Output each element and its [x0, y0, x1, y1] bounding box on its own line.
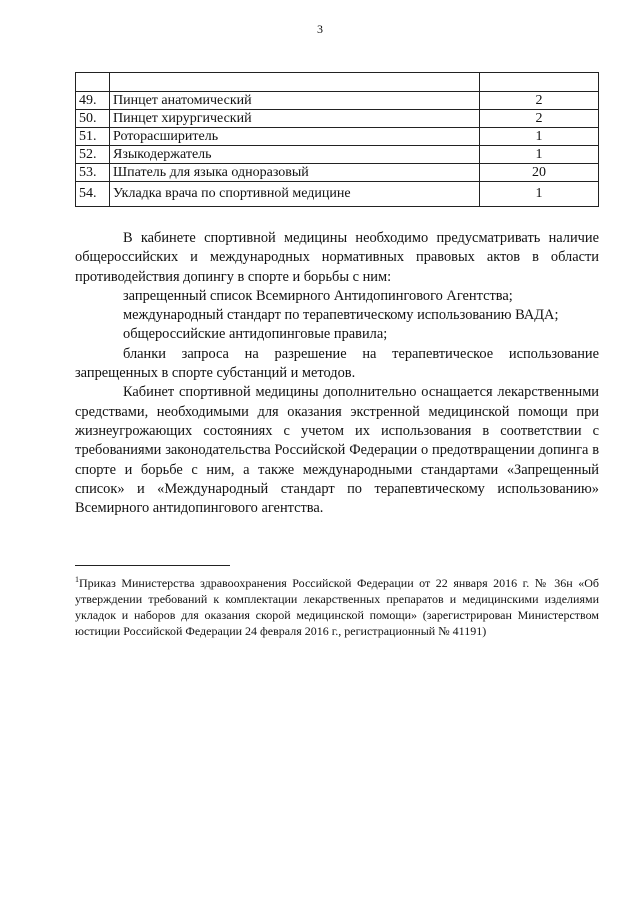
table-row	[76, 110, 599, 128]
table-cell-quantity: 1	[480, 182, 599, 207]
table-row	[76, 73, 599, 92]
table-cell-quantity: 2	[480, 110, 599, 128]
table-cell-number: 49.	[76, 92, 110, 110]
page-number: 3	[317, 22, 323, 36]
paragraph-russian-rules: общероссийские антидопинговые правила;	[123, 326, 388, 343]
table-cell-number: 54.	[76, 182, 110, 207]
footnote-divider	[75, 565, 230, 566]
table-cell-quantity: 1	[480, 146, 599, 164]
table-cell-quantity	[480, 73, 599, 92]
body-text	[75, 229, 599, 518]
paragraph-wada-list: запрещенный список Всемирного Антидопингового Агентства;	[123, 287, 513, 304]
table-cell-name	[110, 73, 480, 92]
table-cell-name: Языкодержатель	[110, 146, 480, 164]
table-row	[76, 92, 599, 110]
table-row	[76, 164, 599, 182]
equipment-table	[75, 72, 599, 207]
table-cell-quantity: 1	[480, 128, 599, 146]
table-cell-name: Укладка врача по спортивной медицине	[110, 182, 480, 207]
table-cell-number: 51.	[76, 128, 110, 146]
table-cell-quantity: 2	[480, 92, 599, 110]
footnote	[75, 572, 599, 639]
table-cell-name: Роторасширитель	[110, 128, 480, 146]
table-cell-number: 50.	[76, 110, 110, 128]
table-cell-number: 53.	[76, 164, 110, 182]
table-cell-name: Пинцет хирургический	[110, 110, 480, 128]
paragraph-request-forms: бланки запроса на разрешение на терапевтическое использование запрещенных в спорте субстанций и методов.	[75, 345, 599, 382]
table-cell-number: 52.	[76, 146, 110, 164]
table-cell-number	[76, 73, 110, 92]
table-row	[76, 182, 599, 207]
table-row	[76, 146, 599, 164]
paragraph-wada-standard: международный стандарт по терапевтическому использованию ВАДА;	[123, 307, 559, 324]
table-row	[76, 128, 599, 146]
footnote-text: Приказ Министерства здравоохранения Российской Федерации от 22 января 2016 г. № 36н «Об утверждении требований к комплектации лекарственных препаратов и медицинскими изделиями укладок и наборов для оказания скорой медицинской помощи» (зарегистрирован Министерством юстиции Российской Федерации 24 февраля 2016 г., регистрационный № 41191)	[75, 576, 599, 638]
footnote-marker: 1	[75, 575, 79, 584]
paragraph-intro: В кабинете спортивной медицины необходимо предусматривать наличие общероссийских и международных нормативных правовых актов в области противодействия допингу в спорте и борьбы с ним:	[75, 230, 599, 285]
paragraph-medications: Кабинет спортивной медицины дополнительно оснащается лекарственными средствами, необходимыми для оказания экстренной медицинской помощи при жизнеугрожающих состояниях с учетом их использования в соответствии с требованиями законодательства Российской Федерации о предотвращении допинга в спорте и борьбе с ним, а также международными стандартами «Запрещенный список» и «Международный стандарт по терапевтическому использованию» Всемирного антидопингового агентства.	[75, 384, 599, 517]
table-cell-name: Пинцет анатомический	[110, 92, 480, 110]
table-cell-quantity: 20	[480, 164, 599, 182]
table-cell-name: Шпатель для языка одноразовый	[110, 164, 480, 182]
